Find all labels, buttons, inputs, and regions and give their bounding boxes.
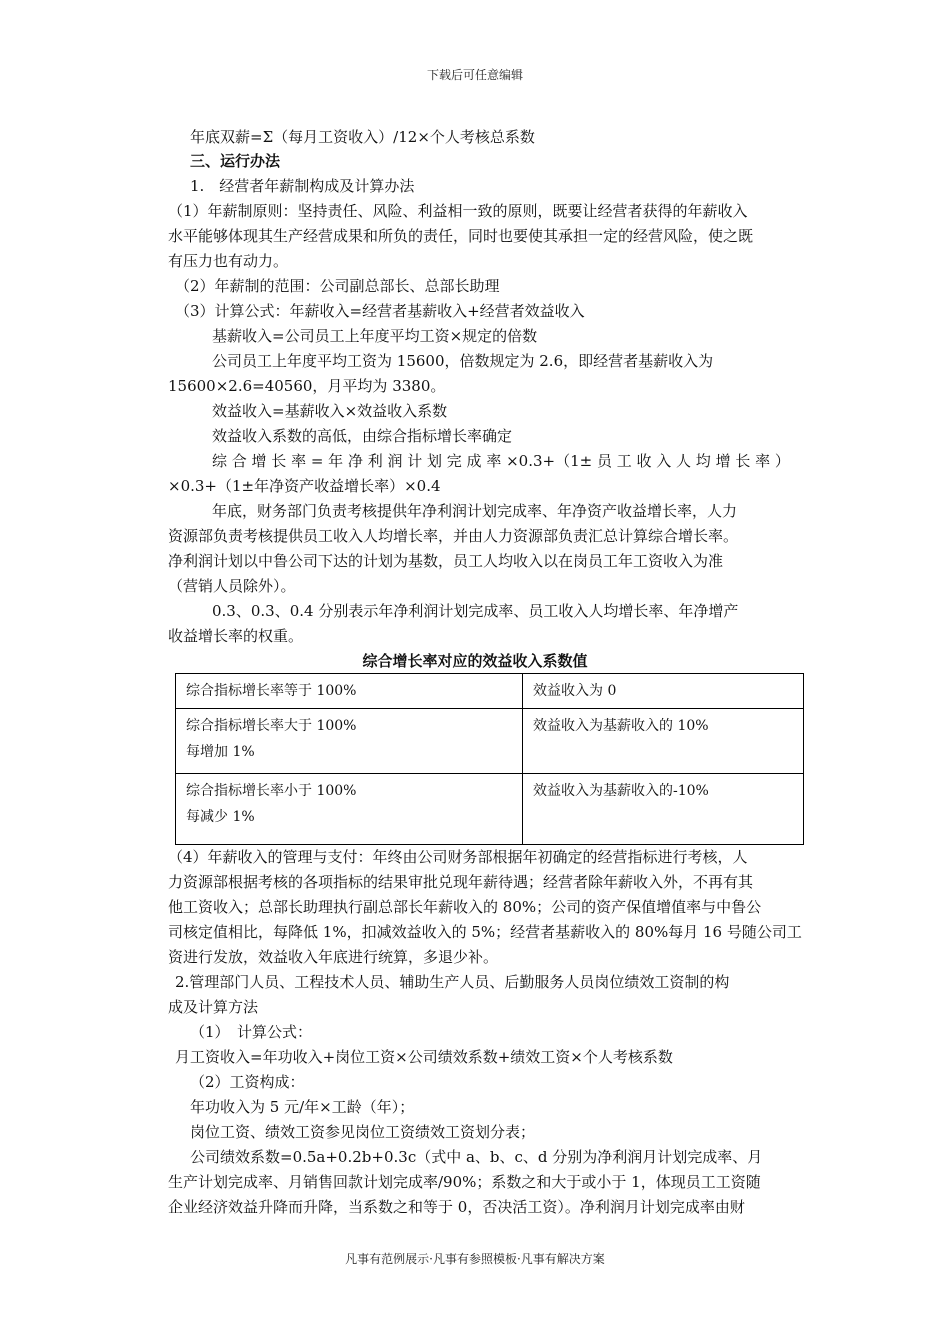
- section-heading: 三、运行办法: [190, 152, 281, 170]
- table-title: 综合增长率对应的效益收入系数值: [362, 652, 588, 670]
- subsection-heading: 2.管理部门人员、工程技术人员、辅助生产人员、后勤服务人员岗位绩效工资制的构: [175, 973, 730, 991]
- text-line: 效益收入系数的高低，由综合指标增长率确定: [212, 427, 513, 445]
- table-row: [176, 774, 804, 845]
- text-line: （营销人员除外）。: [168, 577, 296, 595]
- coefficient-table: [175, 673, 804, 845]
- cell-text: 效益收入为基薪收入的 10%: [533, 718, 709, 734]
- table-cell: [176, 674, 523, 709]
- text-line: 0.3、0.3、0.4 分别表示年净利润计划完成率、员工收入人均增长率、年净增产: [212, 602, 739, 620]
- text-line: 综 合 增 长 率 = 年 净 利 润 计 划 完 成 率 ×0.3+（1± 员 工 收 入 人 均 增 长 率 ）: [212, 452, 790, 470]
- table-cell: [523, 674, 804, 709]
- table-cell: [523, 709, 804, 774]
- text-line: 公司绩效系数=0.5a+0.2b+0.3c（式中 a、b、c、d 分别为净利润月计划完成率、月: [190, 1148, 763, 1166]
- text-line: 他工资收入；总部长助理执行副总部长年薪收入的 80%；公司的资产保值增值率与中鲁公: [168, 898, 762, 916]
- cell-text: 每增加 1%: [186, 744, 255, 760]
- subsection-heading: 1. 经营者年薪制构成及计算办法: [190, 177, 415, 195]
- text-line: 月工资收入=年功收入+岗位工资×公司绩效系数+绩效工资×个人考核系数: [175, 1048, 673, 1066]
- text-line: 资进行发放，效益收入年底进行统算，多退少补。: [168, 948, 499, 966]
- table-cell: [176, 774, 523, 845]
- text-line: 年功收入为 5 元/年×工龄（年）；: [190, 1098, 415, 1116]
- text-line: 企业经济效益升降而升降，当系数之和等于 0，否决活工资）。净利润月计划完成率由财: [168, 1198, 745, 1216]
- cell-text: 综合指标增长率大于 100%: [186, 718, 357, 734]
- text-line: （2）年薪制的范围：公司副总部长、总部长助理: [175, 277, 500, 295]
- text-line: 收益增长率的权重。: [168, 627, 304, 645]
- cell-text: 综合指标增长率小于 100%: [186, 783, 357, 799]
- text-line: 有压力也有动力。: [168, 252, 289, 270]
- cell-text: 综合指标增长率等于 100%: [186, 683, 357, 699]
- table-row: [176, 674, 804, 709]
- text-line: 成及计算方法: [168, 998, 259, 1016]
- text-line: 生产计划完成率、月销售回款计划完成率/90%；系数之和大于或小于 1，体现员工工资随: [168, 1173, 761, 1191]
- text-line: （2）工资构成：: [190, 1073, 305, 1091]
- cell-text: 效益收入为基薪收入的-10%: [533, 783, 709, 799]
- text-line: （1）年薪制原则：坚持责任、风险、利益相一致的原则，既要让经营者获得的年薪收入: [168, 202, 748, 220]
- text-line: 15600×2.6=40560，月平均为 3380。: [168, 377, 446, 395]
- table-row: [176, 709, 804, 774]
- text-line: （1） 计算公式：: [190, 1023, 313, 1041]
- text-line: 岗位工资、绩效工资参见岗位工资绩效工资划分表；: [190, 1123, 536, 1141]
- table-cell: [523, 774, 804, 845]
- text-line: （4）年薪收入的管理与支付：年终由公司财务部根据年初确定的经营指标进行考核，人: [168, 848, 748, 866]
- page-header: 下载后可任意编辑: [426, 68, 523, 82]
- cell-text: 效益收入为 0: [533, 683, 617, 699]
- cell-text: 每减少 1%: [186, 809, 255, 825]
- text-line: 年底双薪=Σ（每月工资收入）/12×个人考核总系数: [190, 128, 535, 146]
- text-line: （3）计算公式：年薪收入=经营者基薪收入+经营者效益收入: [175, 302, 585, 320]
- text-line: 力资源部根据考核的各项指标的结果审批兑现年薪待遇；经营者除年薪收入外，不再有其: [168, 873, 754, 891]
- text-line: 效益收入=基薪收入×效益收入系数: [212, 402, 448, 420]
- text-line: 司核定值相比，每降低 1%，扣减效益收入的 5%；经营者基薪收入的 80%每月 16 号随公司工: [168, 923, 802, 941]
- text-line: 资源部负责考核提供员工收入人均增长率，并由人力资源部负责汇总计算综合增长率。: [168, 527, 739, 545]
- table-cell: [176, 709, 523, 774]
- text-line: ×0.3+（1±年净资产收益增长率）×0.4: [168, 477, 441, 495]
- text-line: 净利润计划以中鲁公司下达的计划为基数，员工人均收入以在岗员工年工资收入为准: [168, 552, 724, 570]
- text-line: 基薪收入=公司员工上年度平均工资×规定的倍数: [212, 327, 538, 345]
- page-footer: 凡事有范例展示·凡事有参照模板·凡事有解决方案: [345, 1252, 605, 1266]
- text-line: 公司员工上年度平均工资为 15600，倍数规定为 2.6，即经营者基薪收入为: [212, 352, 714, 370]
- text-line: 年底，财务部门负责考核提供年净利润计划完成率、年净资产收益增长率，人力: [212, 502, 738, 520]
- text-line: 水平能够体现其生产经营成果和所负的责任，同时也要使其承担一定的经营风险，使之既: [168, 227, 754, 245]
